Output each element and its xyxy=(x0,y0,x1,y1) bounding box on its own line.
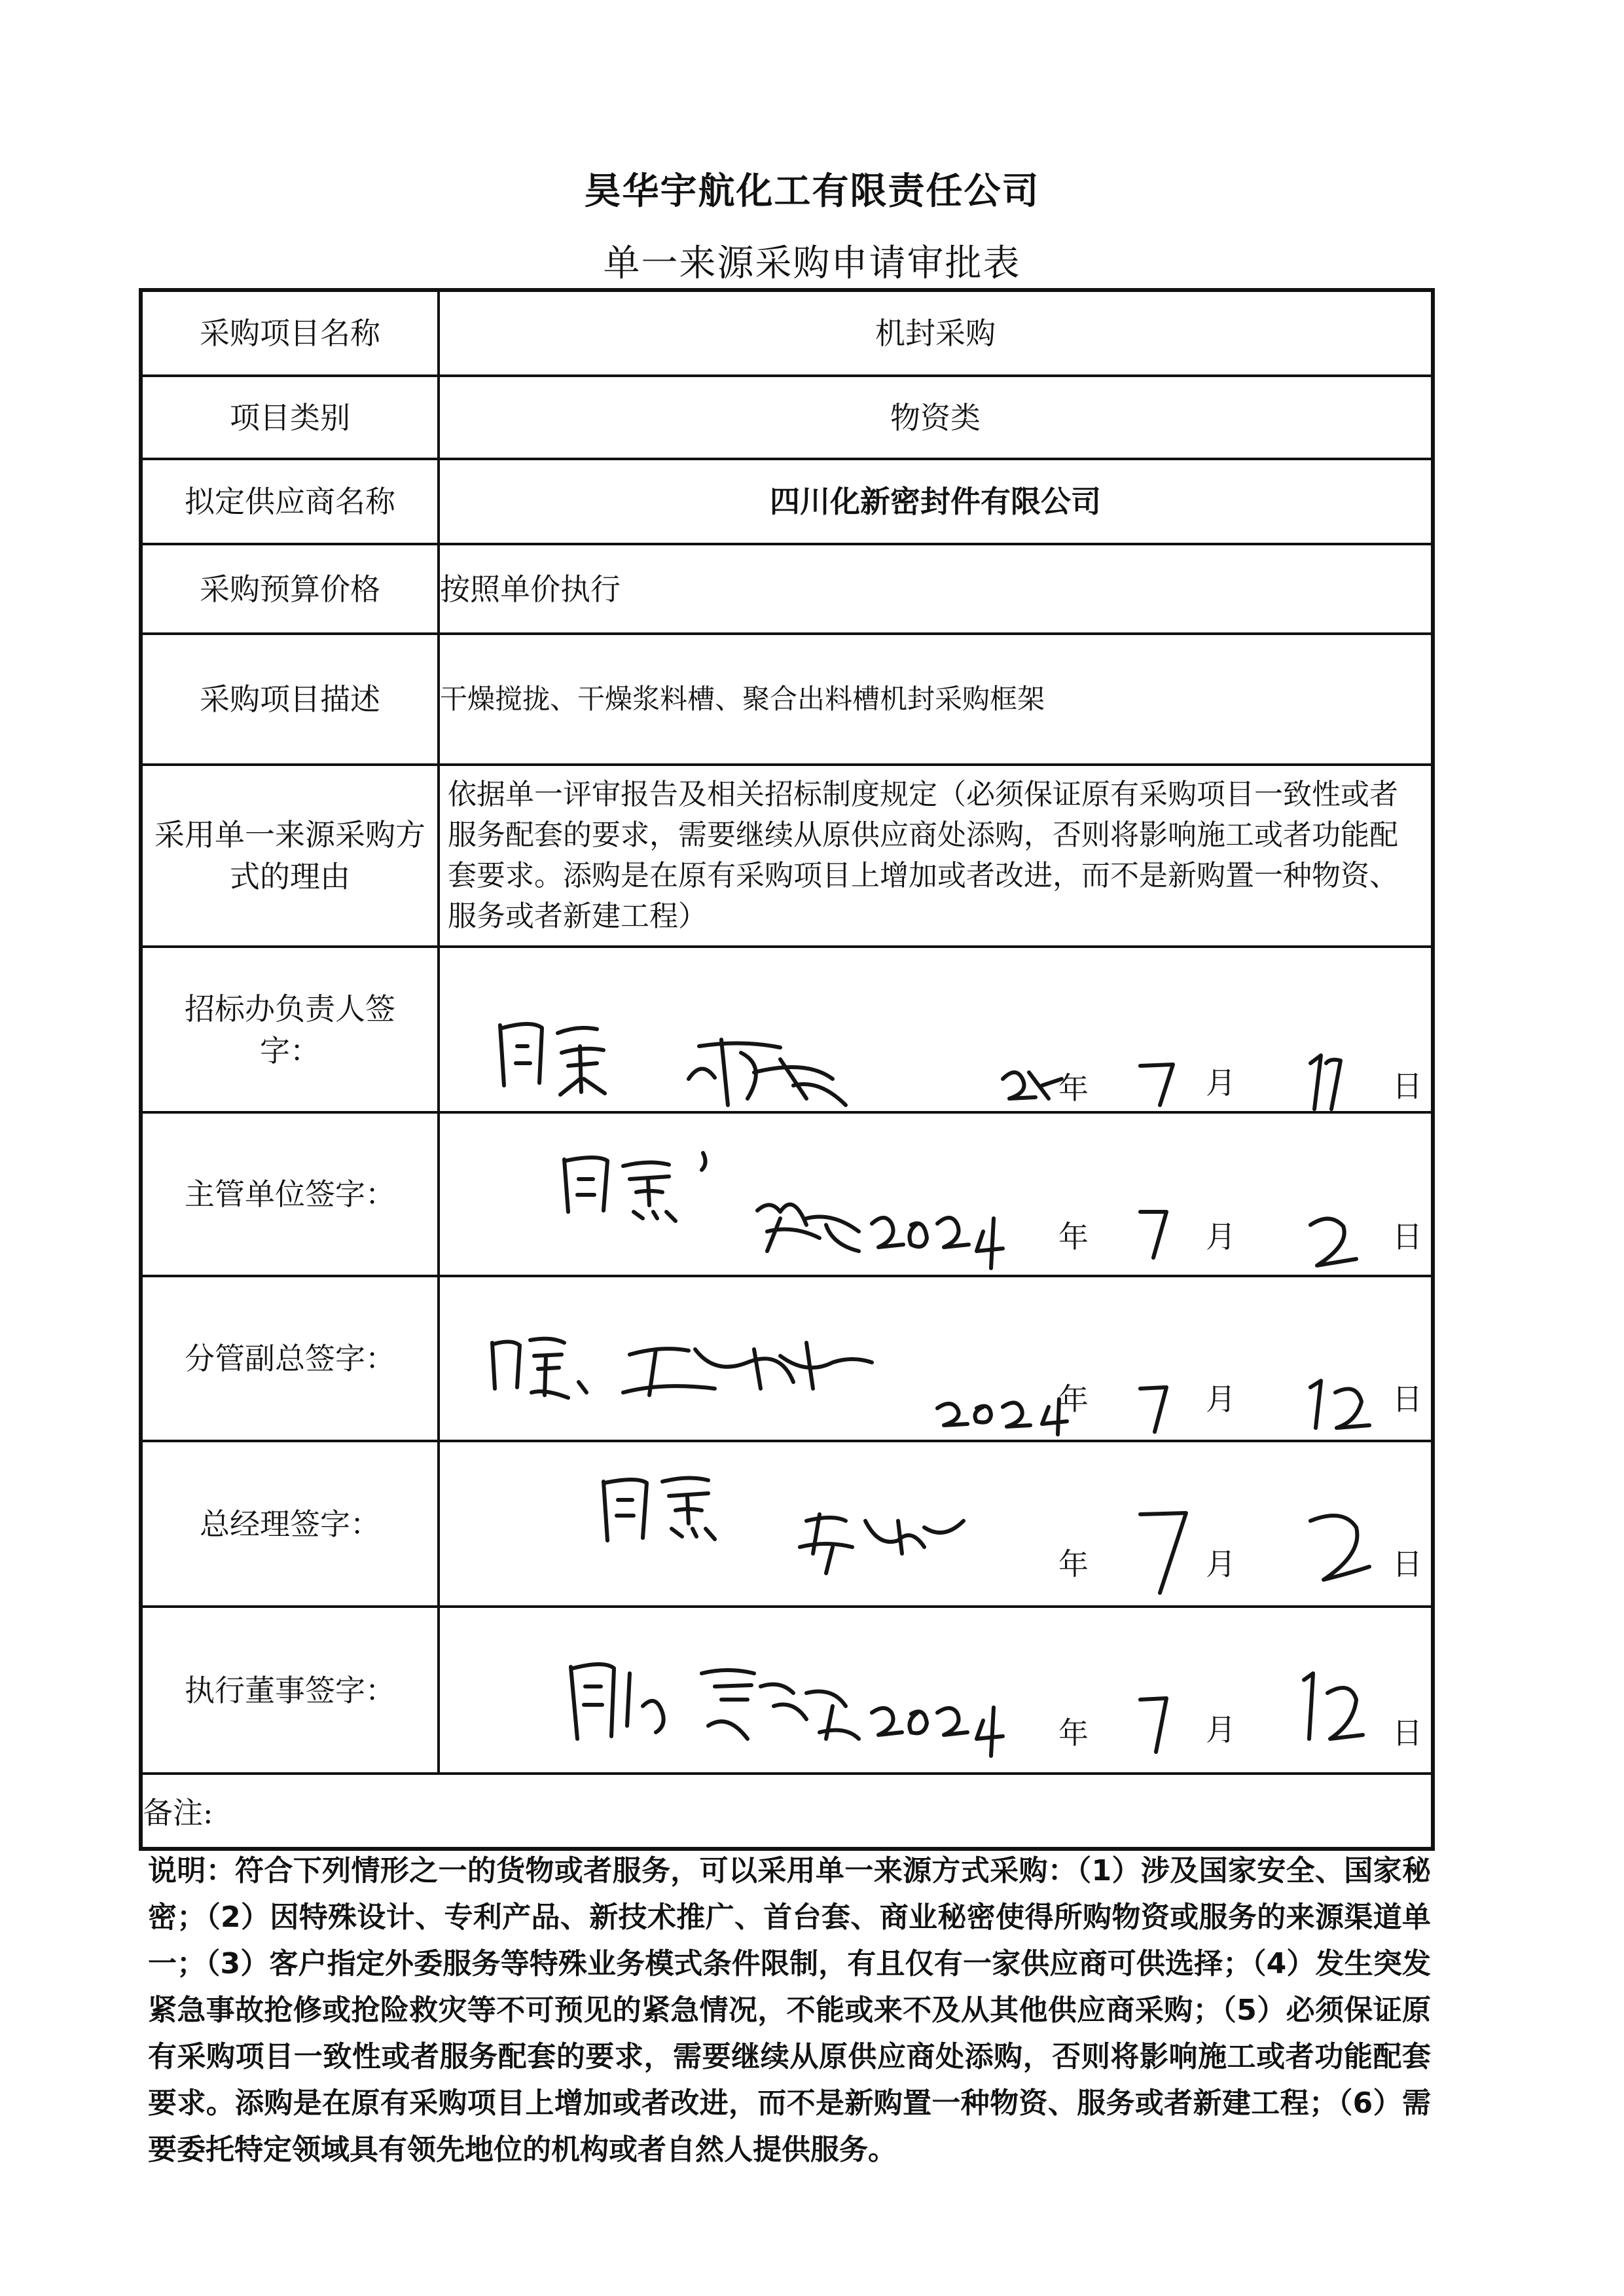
row-remarks xyxy=(141,1774,1433,1849)
year-char: 年 xyxy=(1058,1070,1089,1106)
month-char: 月 xyxy=(1206,1381,1236,1417)
signature-row xyxy=(141,947,1433,1112)
month-char: 月 xyxy=(1206,1546,1236,1582)
budget-label: 采购预算价格 xyxy=(141,544,439,634)
form-title: 单一来源采购申请审批表 xyxy=(603,242,1021,285)
day-char: 日 xyxy=(1392,1715,1422,1751)
description-value: 干燥搅拢、干燥浆料槽、聚合出料槽机封采购框架 xyxy=(439,634,1433,765)
signature-cell xyxy=(439,1112,1433,1276)
budget-value: 按照单价执行 xyxy=(439,544,1433,634)
signature-cell xyxy=(439,1441,1433,1607)
project-category-label: 项目类别 xyxy=(141,376,439,459)
supplier-value: 四川化新密封件有限公司 xyxy=(439,459,1433,544)
signature-row xyxy=(141,1441,1433,1607)
project-category-value: 物资类 xyxy=(439,376,1433,459)
row-project-name xyxy=(141,290,1433,376)
signature-row xyxy=(141,1607,1433,1774)
handwritten-signature xyxy=(440,1277,1435,1442)
month-char: 月 xyxy=(1206,1712,1236,1747)
handwritten-signature xyxy=(440,1442,1435,1608)
row-project-category xyxy=(141,376,1433,459)
signature-cell xyxy=(439,947,1433,1112)
day-char: 日 xyxy=(1392,1068,1422,1104)
signature-label: 主管单位签字： xyxy=(141,1112,439,1276)
handwritten-signature xyxy=(440,948,1435,1114)
year-char: 年 xyxy=(1058,1546,1089,1582)
row-description xyxy=(141,634,1433,765)
project-name-label: 采购项目名称 xyxy=(141,290,439,376)
signature-row xyxy=(141,1276,1433,1441)
remarks-label: 备注: xyxy=(141,1774,1433,1849)
explanation-notes: 说明：符合下列情形之一的货物或者服务，可以采用单一来源方式采购：（1）涉及国家安全、国家秘密；（2）因特殊设计、专利产品、新技术推广、首台套、商业秘密使得所购物资或服务的来源渠道单一；（3）客户指定外委服务等特殊业务模式条件限制，有且仅有一家供应商可供选择；（4）发生突发紧急事故抢修或抢险救灾等不可预见的紧急情况，不能或来不及从其他供应商采购；（5）必须保证原有采购项目一致性或者服务配套的要求，需要继续从原供应商处添购，否则将影响施工或者功能配套要求。添购是在原有采购项目上增加或者改进，而不是新购置一种物资、服务或者新建工程；（6）需要委托特定领域具有领先地位的机构或者自然人提供服务。 xyxy=(148,1854,1431,2166)
signature-label: 执行董事签字： xyxy=(141,1607,439,1774)
day-char: 日 xyxy=(1392,1381,1422,1417)
signature-label: 分管副总签字： xyxy=(141,1276,439,1441)
year-char: 年 xyxy=(1058,1381,1089,1417)
handwritten-signature xyxy=(440,1114,1435,1277)
reason-label: 采用单一来源采购方式的理由 xyxy=(141,765,439,947)
signature-cell xyxy=(439,1607,1433,1774)
month-char: 月 xyxy=(1206,1219,1236,1254)
signature-label: 总经理签字： xyxy=(141,1441,439,1607)
row-reason xyxy=(141,765,1433,947)
day-char: 日 xyxy=(1392,1546,1422,1582)
supplier-label: 拟定供应商名称 xyxy=(141,459,439,544)
row-budget xyxy=(141,544,1433,634)
project-name-value: 机封采购 xyxy=(439,290,1433,376)
handwritten-signature xyxy=(440,1608,1435,1775)
year-char: 年 xyxy=(1058,1715,1089,1751)
signature-label: 招标办负责人签字： xyxy=(141,947,439,1112)
year-char: 年 xyxy=(1058,1219,1089,1254)
month-char: 月 xyxy=(1206,1065,1236,1101)
company-title: 昊华宇航化工有限责任公司 xyxy=(584,170,1040,213)
description-label: 采购项目描述 xyxy=(141,634,439,765)
signature-row xyxy=(141,1112,1433,1276)
approval-form-table xyxy=(139,288,1435,1851)
signature-cell xyxy=(439,1276,1433,1441)
day-char: 日 xyxy=(1392,1219,1422,1254)
reason-value: 依据单一评审报告及相关招标制度规定（必须保证原有采购项目一致性或者服务配套的要求，需要继续从原供应商处添购，否则将影响施工或者功能配套要求。添购是在原有采购项目上增加或者改进，而不是新购置一种物资、服务或者新建工程） xyxy=(439,765,1433,947)
row-supplier xyxy=(141,459,1433,544)
